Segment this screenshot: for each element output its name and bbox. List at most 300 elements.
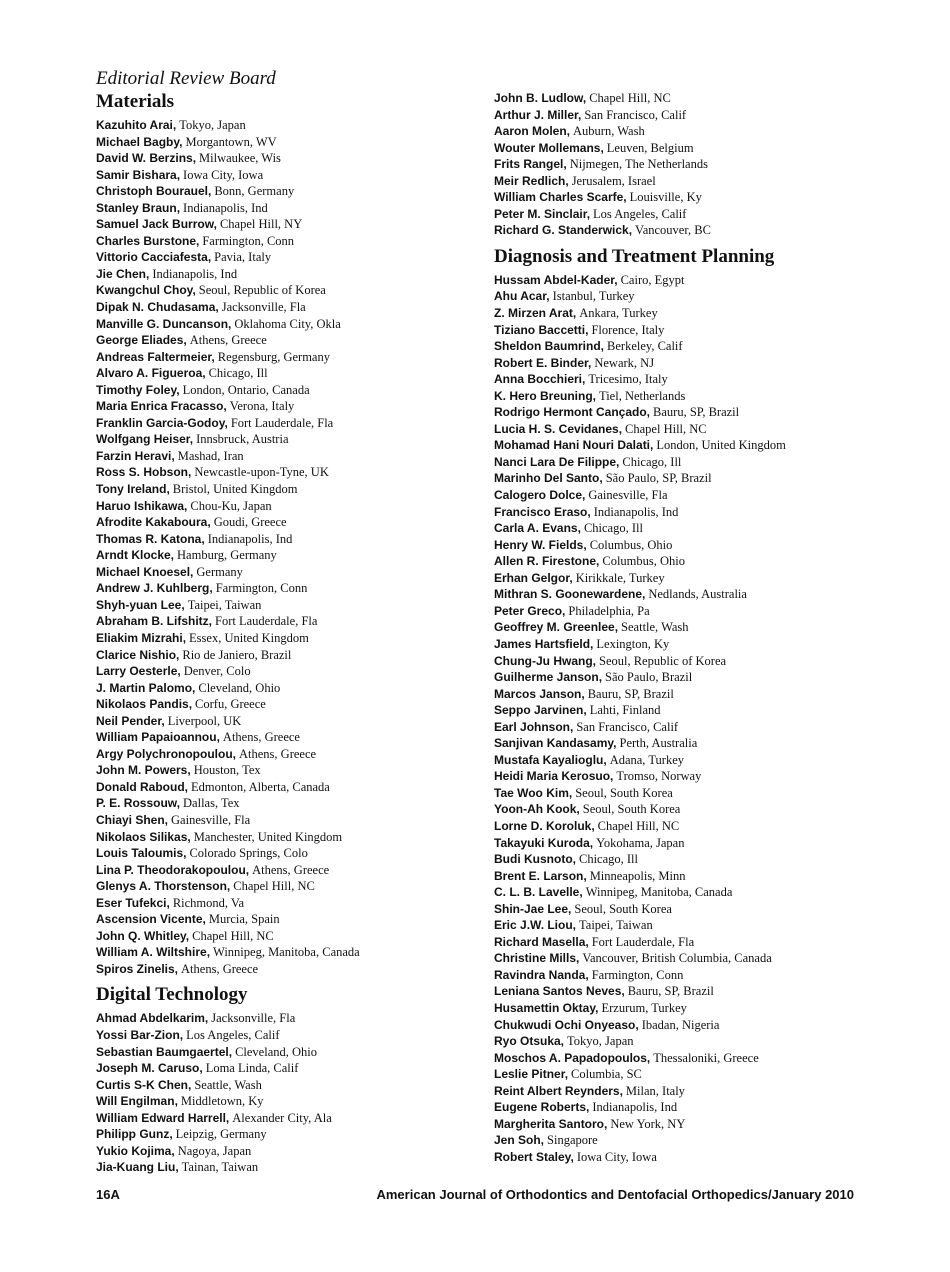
entry-list (96, 117, 496, 977)
board-member-entry (494, 967, 894, 984)
member-name: Francisco Eraso, (494, 504, 591, 519)
member-location: Rio de Janiero, Brazil (182, 647, 292, 662)
member-name: Takayuki Kuroda, (494, 835, 594, 850)
member-name: Donald Raboud, (96, 779, 188, 794)
member-location: Farmington, Conn (591, 967, 684, 982)
member-location: Erzurum, Turkey (601, 1000, 687, 1015)
board-member-entry (96, 316, 496, 333)
board-member-entry (96, 365, 496, 382)
member-name: Eric J.W. Liou, (494, 918, 577, 933)
member-location: Perth, Australia (619, 736, 698, 751)
member-location: Athens, Greece (181, 961, 259, 976)
board-member-entry (494, 785, 894, 802)
member-location: Los Angeles, Calif (186, 1027, 280, 1042)
board-member-entry (494, 901, 894, 918)
member-location: Tokyo, Japan (567, 1034, 634, 1049)
board-member-entry (494, 851, 894, 868)
member-name: Sanjivan Kandasamy, (494, 736, 617, 751)
board-member-entry (494, 884, 894, 901)
member-location: Cairo, Egypt (620, 272, 685, 287)
member-location: Philadelphia, Pa (568, 603, 650, 618)
board-member-entry (96, 580, 496, 597)
board-member-entry (494, 123, 894, 140)
section-title: Digital Technology (96, 984, 248, 1006)
page-number: 16A (96, 1187, 120, 1202)
member-location: Murcia, Spain (208, 912, 280, 927)
section-title: Materials (96, 91, 175, 112)
entry-list (494, 272, 894, 1166)
member-name: Carla A. Evans, (494, 521, 581, 536)
member-location: Newark, NJ (594, 355, 655, 370)
member-location: Los Angeles, Calif (593, 206, 687, 221)
member-name: Mohamad Hani Nouri Dalati, (494, 438, 654, 453)
member-name: Yoon-Ah Kook, (494, 802, 580, 817)
board-member-entry (494, 90, 894, 107)
board-member-entry (494, 768, 894, 785)
member-name: Geoffrey M. Greenlee, (494, 620, 619, 635)
member-location: Chapel Hill, NC (589, 91, 671, 105)
member-location: Seoul, Republic of Korea (198, 283, 326, 298)
member-location: Singapore (547, 1133, 598, 1148)
member-name: Reint Albert Reynders, (494, 1083, 623, 1098)
board-member-entry (494, 1050, 894, 1067)
board-member-entry (494, 1116, 894, 1133)
board-member-entry (96, 266, 496, 283)
member-name: William Papaioannou, (96, 730, 220, 745)
board-member-entry (96, 481, 496, 498)
member-name: Lina P. Theodorakopoulou, (96, 862, 250, 877)
member-name: Neil Pender, (96, 713, 165, 728)
member-location: Edmonton, Alberta, Canada (191, 779, 330, 794)
member-location: Newcastle-upon-Tyne, UK (194, 465, 329, 480)
member-location: Nijmegen, The Netherlands (569, 157, 708, 172)
member-name: Earl Johnson, (494, 719, 574, 734)
member-name: Spiros Zinelis, (96, 961, 179, 976)
board-member-entry (96, 1060, 496, 1077)
member-location: Fort Lauderdale, Fla (215, 614, 318, 629)
section-continued (494, 90, 894, 239)
member-name: Glenys A. Thorstenson, (96, 879, 231, 894)
member-name: John B. Ludlow, (494, 91, 587, 105)
member-location: Manchester, United Kingdom (193, 829, 343, 844)
board-member-entry (96, 1126, 496, 1143)
board-member-entry (96, 862, 496, 879)
member-location: Tainan, Taiwan (181, 1160, 259, 1175)
board-member-entry (96, 1093, 496, 1110)
member-location: Denver, Colo (183, 664, 251, 679)
member-name: Louis Taloumis, (96, 846, 187, 861)
member-location: Jerusalem, Israel (571, 173, 656, 188)
member-name: Ascension Vicente, (96, 912, 206, 927)
member-location: Colorado Springs, Colo (189, 846, 308, 861)
member-location: Iowa City, Iowa (183, 167, 264, 182)
board-member-entry (96, 663, 496, 680)
member-name: Haruo Ishikawa, (96, 498, 188, 513)
board-member-entry (494, 752, 894, 769)
member-name: Farzin Heravi, (96, 448, 175, 463)
board-member-entry (494, 173, 894, 190)
board-member-entry (96, 944, 496, 961)
member-name: Argy Polychronopoulou, (96, 746, 236, 761)
member-location: Columbus, Ohio (589, 537, 673, 552)
member-location: Taipei, Taiwan (187, 597, 262, 612)
member-location: Chicago, Ill (208, 366, 268, 381)
member-name: Budi Kusnoto, (494, 852, 576, 867)
member-location: Thessaloniki, Greece (653, 1050, 759, 1065)
member-location: Leipzig, Germany (175, 1127, 267, 1142)
member-name: Frits Rangel, (494, 157, 567, 172)
member-name: C. L. B. Lavelle, (494, 885, 583, 900)
member-location: Vancouver, British Columbia, Canada (582, 951, 772, 966)
member-location: Alexander City, Ala (232, 1110, 332, 1125)
member-location: Seoul, South Korea (575, 785, 673, 800)
member-location: São Paulo, Brazil (605, 670, 693, 685)
board-member-entry (96, 398, 496, 415)
board-member-entry (96, 531, 496, 548)
board-member-entry (96, 597, 496, 614)
board-member-entry (494, 669, 894, 686)
member-name: Ahu Acar, (494, 289, 550, 304)
member-name: Eser Tufekci, (96, 895, 170, 910)
member-name: Chukwudi Ochi Onyeaso, (494, 1017, 639, 1032)
member-location: Istanbul, Turkey (552, 289, 635, 304)
board-member-entry (96, 498, 496, 515)
board-member-entry (96, 134, 496, 151)
member-name: Calogero Dolce, (494, 488, 586, 503)
member-location: Ankara, Turkey (579, 306, 658, 321)
member-location: Nedlands, Australia (648, 587, 747, 602)
board-member-entry (96, 183, 496, 200)
member-name: Robert Staley, (494, 1149, 574, 1164)
board-member-entry (96, 795, 496, 812)
member-name: Meir Redlich, (494, 173, 569, 188)
member-name: Richard G. Standerwick, (494, 223, 633, 238)
member-location: Louisville, Ky (629, 190, 702, 205)
board-member-entry (494, 801, 894, 818)
member-location: Leuven, Belgium (606, 140, 694, 155)
member-name: Henry W. Fields, (494, 537, 587, 552)
member-location: London, United Kingdom (656, 438, 786, 453)
member-name: Sheldon Baumrind, (494, 339, 605, 354)
member-name: Arthur J. Miller, (494, 107, 582, 122)
member-location: Middletown, Ky (180, 1094, 264, 1109)
member-location: Bauru, SP, Brazil (653, 405, 740, 420)
board-member-entry (96, 200, 496, 217)
board-member-entry (494, 437, 894, 454)
journal-citation: American Journal of Orthodontics and Dentofacial Orthopedics/January 2010 (376, 1187, 854, 1202)
member-location: Taipei, Taiwan (579, 918, 653, 933)
member-location: Gainesville, Fla (588, 488, 668, 503)
board-member-entry (494, 983, 894, 1000)
board-member-entry (96, 746, 496, 763)
member-name: William A. Wiltshire, (96, 945, 211, 960)
member-name: Joseph M. Caruso, (96, 1061, 203, 1076)
board-member-entry (494, 338, 894, 355)
member-name: Robert E. Binder, (494, 355, 592, 370)
member-name: Peter Greco, (494, 603, 566, 618)
member-name: Nikolaos Pandis, (96, 697, 193, 712)
board-member-entry (96, 1010, 496, 1027)
member-location: Cleveland, Ohio (198, 680, 281, 695)
board-member-entry (494, 156, 894, 173)
member-location: New York, NY (610, 1116, 686, 1131)
board-member-entry (96, 349, 496, 366)
member-location: Chicago, Ill (583, 521, 643, 536)
member-name: Franklin Garcia-Godoy, (96, 415, 228, 430)
board-member-entry (494, 702, 894, 719)
member-name: Michael Knoesel, (96, 564, 194, 579)
board-member-entry (494, 1099, 894, 1116)
member-location: Liverpool, UK (167, 713, 242, 728)
member-name: Abraham B. Lifshitz, (96, 614, 213, 629)
member-location: Pavia, Italy (214, 250, 272, 265)
member-name: John M. Powers, (96, 763, 191, 778)
left-column (96, 90, 496, 1182)
member-location: Indianapolis, Ind (592, 1100, 678, 1115)
member-location: Regensburg, Germany (217, 349, 330, 364)
board-member-entry (96, 1044, 496, 1061)
member-name: Michael Bagby, (96, 134, 183, 149)
board-member-entry (494, 868, 894, 885)
board-member-entry (96, 299, 496, 316)
entry-list (96, 1010, 496, 1175)
board-member-entry (96, 812, 496, 829)
member-location: Columbus, Ohio (602, 554, 686, 569)
board-member-entry (494, 1000, 894, 1017)
member-location: Morgantown, WV (185, 134, 277, 149)
member-name: Manville G. Duncanson, (96, 316, 232, 331)
board-member-entry (96, 1027, 496, 1044)
board-member-entry (494, 206, 894, 223)
member-location: Berkeley, Calif (607, 339, 683, 354)
board-member-entry (494, 504, 894, 521)
member-name: Leslie Pitner, (494, 1067, 569, 1082)
member-location: Seoul, South Korea (582, 802, 681, 817)
member-name: Ross S. Hobson, (96, 465, 192, 480)
board-member-entry (494, 553, 894, 570)
board-member-entry (96, 911, 496, 928)
member-name: Ahmad Abdelkarim, (96, 1011, 209, 1026)
board-member-entry (96, 514, 496, 531)
member-location: Dallas, Tex (183, 796, 240, 811)
member-location: Essex, United Kingdom (189, 630, 309, 645)
board-member-entry (494, 1132, 894, 1149)
member-name: Nanci Lara De Filippe, (494, 454, 620, 469)
member-name: Heidi Maria Kerosuo, (494, 769, 614, 784)
board-member-entry (96, 713, 496, 730)
member-location: Farmington, Conn (202, 233, 295, 248)
board-member-entry (96, 829, 496, 846)
member-location: Fort Lauderdale, Fla (591, 934, 695, 949)
member-location: Columbia, SC (571, 1067, 642, 1082)
board-member-entry (494, 1083, 894, 1100)
board-member-entry (494, 487, 894, 504)
member-location: Chicago, Ill (622, 454, 682, 469)
board-member-entry (96, 431, 496, 448)
member-location: Tromso, Norway (616, 769, 702, 784)
member-location: Chapel Hill, NC (625, 421, 707, 436)
member-name: P. E. Rossouw, (96, 796, 181, 811)
member-name: Rodrigo Hermont Cançado, (494, 405, 651, 420)
board-member-entry (96, 448, 496, 465)
board-member-entry (494, 355, 894, 372)
member-name: Eugene Roberts, (494, 1100, 590, 1115)
member-location: Seoul, South Korea (574, 901, 672, 916)
member-location: Adana, Turkey (609, 752, 684, 767)
member-name: Charles Burstone, (96, 233, 200, 248)
member-name: Brent E. Larson, (494, 868, 587, 883)
member-name: Dipak N. Chudasama, (96, 300, 219, 315)
board-member-entry (96, 415, 496, 432)
member-name: Mustafa Kayalioglu, (494, 752, 607, 767)
member-name: Christoph Bourauel, (96, 184, 212, 199)
member-name: Mithran S. Goonewardene, (494, 587, 646, 602)
member-location: Athens, Greece (222, 730, 300, 745)
member-name: Marinho Del Santo, (494, 471, 603, 486)
member-name: Aaron Molen, (494, 124, 571, 139)
board-member-entry (494, 272, 894, 289)
member-location: Chicago, Ill (578, 852, 638, 867)
member-name: Lucia H. S. Cevidanes, (494, 421, 623, 436)
board-member-entry (494, 818, 894, 835)
board-member-entry (494, 917, 894, 934)
section-digital-technology (96, 983, 496, 1175)
member-location: Gainesville, Fla (171, 812, 251, 827)
member-location: Athens, Greece (252, 862, 330, 877)
member-location: Bauru, SP, Brazil (587, 686, 674, 701)
member-location: Nagoya, Japan (177, 1143, 252, 1158)
member-name: William Charles Scarfe, (494, 190, 627, 205)
member-location: London, Ontario, Canada (182, 382, 310, 397)
board-member-entry (96, 680, 496, 697)
board-member-entry (494, 322, 894, 339)
member-location: Indianapolis, Ind (183, 200, 268, 215)
member-location: Chapel Hill, NC (192, 928, 274, 943)
member-name: Larry Oesterle, (96, 664, 181, 679)
board-member-entry (96, 464, 496, 481)
page-footer (96, 1186, 854, 1204)
board-member-entry (96, 779, 496, 796)
member-name: Samir Bishara, (96, 167, 181, 182)
member-location: Yokohama, Japan (596, 835, 685, 850)
member-name: Tiziano Baccetti, (494, 322, 589, 337)
member-location: Kirikkale, Turkey (575, 570, 665, 585)
member-name: Shin-Jae Lee, (494, 901, 572, 916)
member-name: Ravindra Nanda, (494, 967, 589, 982)
member-name: Nikolaos Silikas, (96, 829, 191, 844)
member-location: Mashad, Iran (177, 448, 244, 463)
member-location: Athens, Greece (239, 746, 317, 761)
member-location: Tricesimo, Italy (588, 372, 668, 387)
member-location: Iowa City, Iowa (576, 1149, 657, 1164)
board-member-entry (494, 934, 894, 951)
board-member-entry (494, 470, 894, 487)
member-location: Florence, Italy (591, 322, 665, 337)
member-name: Kazuhito Arai, (96, 118, 177, 132)
member-location: Seattle, Wash (194, 1077, 262, 1092)
member-location: Lexington, Ky (596, 636, 670, 651)
member-name: Tony Ireland, (96, 482, 170, 497)
member-location: Jacksonville, Fla (221, 300, 306, 315)
member-location: Tiel, Netherlands (599, 388, 686, 403)
member-name: William Edward Harrell, (96, 1110, 230, 1125)
member-name: Jie Chen, (96, 266, 150, 281)
member-location: Milwaukee, Wis (199, 151, 281, 166)
member-location: Bonn, Germany (214, 184, 295, 199)
board-member-entry (494, 222, 894, 239)
member-location: Chapel Hill, NC (233, 879, 315, 894)
board-member-entry (96, 547, 496, 564)
board-member-entry (494, 454, 894, 471)
member-name: Alvaro A. Figueroa, (96, 366, 206, 381)
member-name: Andrew J. Kuhlberg, (96, 581, 213, 596)
member-name: Afrodite Kakaboura, (96, 515, 211, 530)
board-member-entry (96, 762, 496, 779)
board-member-entry (494, 1033, 894, 1050)
member-location: Farmington, Conn (215, 581, 308, 596)
member-name: Z. Mirzen Arat, (494, 306, 577, 321)
member-name: Chiayi Shen, (96, 812, 169, 827)
board-member-entry (494, 140, 894, 157)
member-name: Richard Masella, (494, 934, 589, 949)
board-member-entry (96, 332, 496, 349)
member-location: Indianapolis, Ind (207, 531, 293, 546)
member-name: Philipp Gunz, (96, 1127, 173, 1142)
board-member-entry (494, 371, 894, 388)
member-name: Anna Bocchieri, (494, 372, 586, 387)
member-name: Hussam Abdel-Kader, (494, 272, 618, 287)
board-member-entry (96, 249, 496, 266)
member-name: Jia-Kuang Liu, (96, 1160, 179, 1175)
board-member-entry (96, 233, 496, 250)
member-name: Shyh-yuan Lee, (96, 597, 185, 612)
board-member-entry (494, 950, 894, 967)
page-heading: Editorial Review Board (96, 68, 276, 89)
member-name: Husamettin Oktay, (494, 1000, 599, 1015)
board-member-entry (494, 653, 894, 670)
member-location: Goudi, Greece (213, 515, 287, 530)
board-member-entry (494, 107, 894, 124)
member-location: Milan, Italy (625, 1083, 685, 1098)
member-name: Moschos A. Papadopoulos, (494, 1050, 651, 1065)
board-member-entry (494, 686, 894, 703)
board-member-entry (494, 586, 894, 603)
member-name: Erhan Gelgor, (494, 570, 573, 585)
member-name: Jen Soh, (494, 1133, 545, 1148)
board-member-entry (494, 636, 894, 653)
board-member-entry (494, 421, 894, 438)
member-location: Chapel Hill, NY (219, 217, 303, 232)
member-location: Chou-Ku, Japan (190, 498, 272, 513)
board-member-entry (96, 613, 496, 630)
member-location: Auburn, Wash (573, 124, 645, 139)
board-member-entry (96, 895, 496, 912)
board-member-entry (494, 719, 894, 736)
right-column (494, 90, 894, 1171)
board-member-entry (494, 288, 894, 305)
board-member-entry (96, 564, 496, 581)
member-name: Vittorio Cacciafesta, (96, 250, 212, 265)
board-member-entry (96, 928, 496, 945)
board-member-entry (494, 520, 894, 537)
member-location: Seoul, Republic of Korea (599, 653, 727, 668)
member-location: Seattle, Wash (621, 620, 689, 635)
member-location: Chapel Hill, NC (597, 818, 680, 833)
member-name: Seppo Jarvinen, (494, 703, 587, 718)
member-name: Maria Enrica Fracasso, (96, 399, 227, 414)
member-name: David W. Berzins, (96, 151, 197, 166)
board-member-entry (96, 117, 496, 134)
